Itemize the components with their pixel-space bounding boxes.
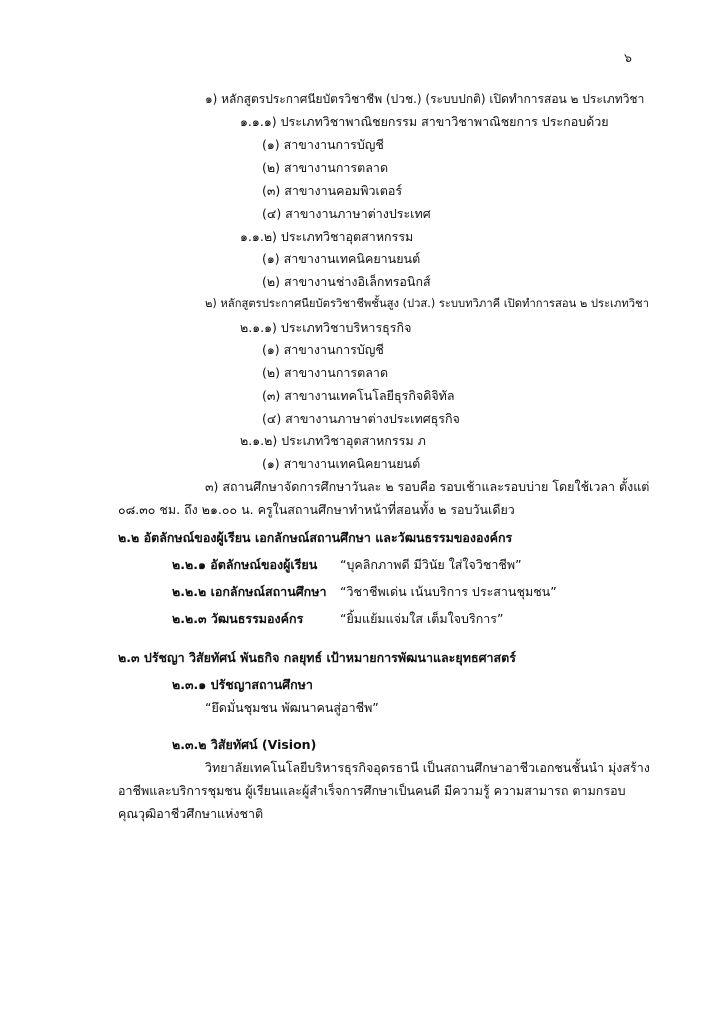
list-item: (๔) สาขางานภาษาต่างประเทศ (262, 206, 431, 221)
paragraph-line: ๐๘.๓๐ ชม. ถึง ๒๑.๐๐ น. ครูในสถานศึกษาทำหน้าที่สอนทั้ง ๒ รอบวันเดียว (118, 502, 515, 517)
item-label: ๒.๒.๓ วัฒนธรรมองค์กร (172, 611, 304, 626)
vision-line: คุณวุฒิอาชีวศึกษาแห่งชาติ (118, 806, 264, 821)
list-item: (๑) สาขางานการบัญชี (262, 342, 384, 357)
list-item: ๑.๑.๒) ประเภทวิชาอุตสาหกรรม (240, 229, 414, 244)
philosophy-text: “ยึดมั่นชุมชน พัฒนาคนสู่อาชีพ” (205, 700, 379, 715)
vision-line: อาชีพและบริการชุมชน ผู้เรียนและผู้สำเร็จการศึกษาเป็นคนดี มีความรู้ ความสามารถ ตามกรอบ (118, 783, 626, 798)
list-item: (๓) สาขางานคอมพิวเตอร์ (262, 183, 403, 198)
list-item: (๓) สาขางานเทคโนโลยีธุรกิจดิจิทัล (262, 388, 455, 403)
list-item: (๑) สาขางานเทคนิคยานยนต์ (262, 251, 421, 266)
subsection-heading: ๒.๓.๒ วิสัยทัศน์ (Vision) (172, 737, 317, 752)
list-item: ๒.๑.๒) ประเภทวิชาอุตสาหกรรม ภ (240, 433, 426, 448)
item-label: ๒.๒.๒ เอกลักษณ์สถานศึกษา (172, 584, 327, 599)
list-item: (๒) สาขางานช่างอิเล็กทรอนิกส์ (262, 274, 431, 289)
paragraph-line: ๓) สถานศึกษาจัดการศึกษาวันละ ๒ รอบคือ รอบเช้าและรอบบ่าย โดยใช้เวลา ตั้งแต่ (205, 479, 650, 494)
page-number: ๖ (624, 50, 632, 65)
list-item: (๒) สาขางานการตลาด (262, 365, 389, 380)
list-item: ๑) หลักสูตรประกาศนียบัตรวิชาชีพ (ปวช.) (ระบบปกติ) เปิดทำการสอน ๒ ประเภทวิชา (205, 92, 645, 106)
item-label: ๒.๒.๑ อัตลักษณ์ของผู้เรียน (172, 557, 318, 572)
list-item: ๒) หลักสูตรประกาศนียบัตรวิชาชีพชั้นสูง (ปวส.) ระบบทวิภาคี เปิดทำการสอน ๒ ประเภทวิชา (205, 297, 650, 310)
list-item: (๒) สาขางานการตลาด (262, 160, 389, 175)
item-value: “บุคลิกภาพดี มีวินัย ใส่ใจวิชาชีพ” (340, 557, 522, 572)
list-item: ๒.๑.๑) ประเภทวิชาบริหารธุรกิจ (240, 320, 412, 335)
list-item: (๑) สาขางานการบัญชี (262, 137, 384, 152)
section-heading: ๒.๒ อัตลักษณ์ของผู้เรียน เอกลักษณ์สถานศึกษา และวัฒนธรรมขององค์กร (118, 530, 513, 545)
subsection-heading: ๒.๓.๑ ปรัชญาสถานศึกษา (172, 677, 313, 692)
list-item: ๑.๑.๑) ประเภทวิชาพาณิชยกรรม สาขาวิชาพาณิชยการ ประกอบด้วย (240, 114, 609, 129)
list-item: (๑) สาขางานเทคนิคยานยนต์ (262, 456, 421, 471)
item-value: “ยิ้มแย้มแจ่มใส เต็มใจบริการ” (340, 611, 504, 626)
vision-line: วิทยาลัยเทคโนโลยีบริหารธุรกิจอุดรธานี เป็นสถานศึกษาอาชีวเอกชนชั้นนำ มุ่งสร้าง (205, 760, 650, 775)
list-item: (๔) สาขางานภาษาต่างประเทศธุรกิจ (262, 411, 460, 426)
item-value: “วิชาชีพเด่น เน้นบริการ ประสานชุมชน” (340, 584, 557, 599)
section-heading: ๒.๓ ปรัชญา วิสัยทัศน์ พันธกิจ กลยุทธ์ เป้าหมายการพัฒนาและยุทธศาสตร์ (118, 650, 516, 665)
